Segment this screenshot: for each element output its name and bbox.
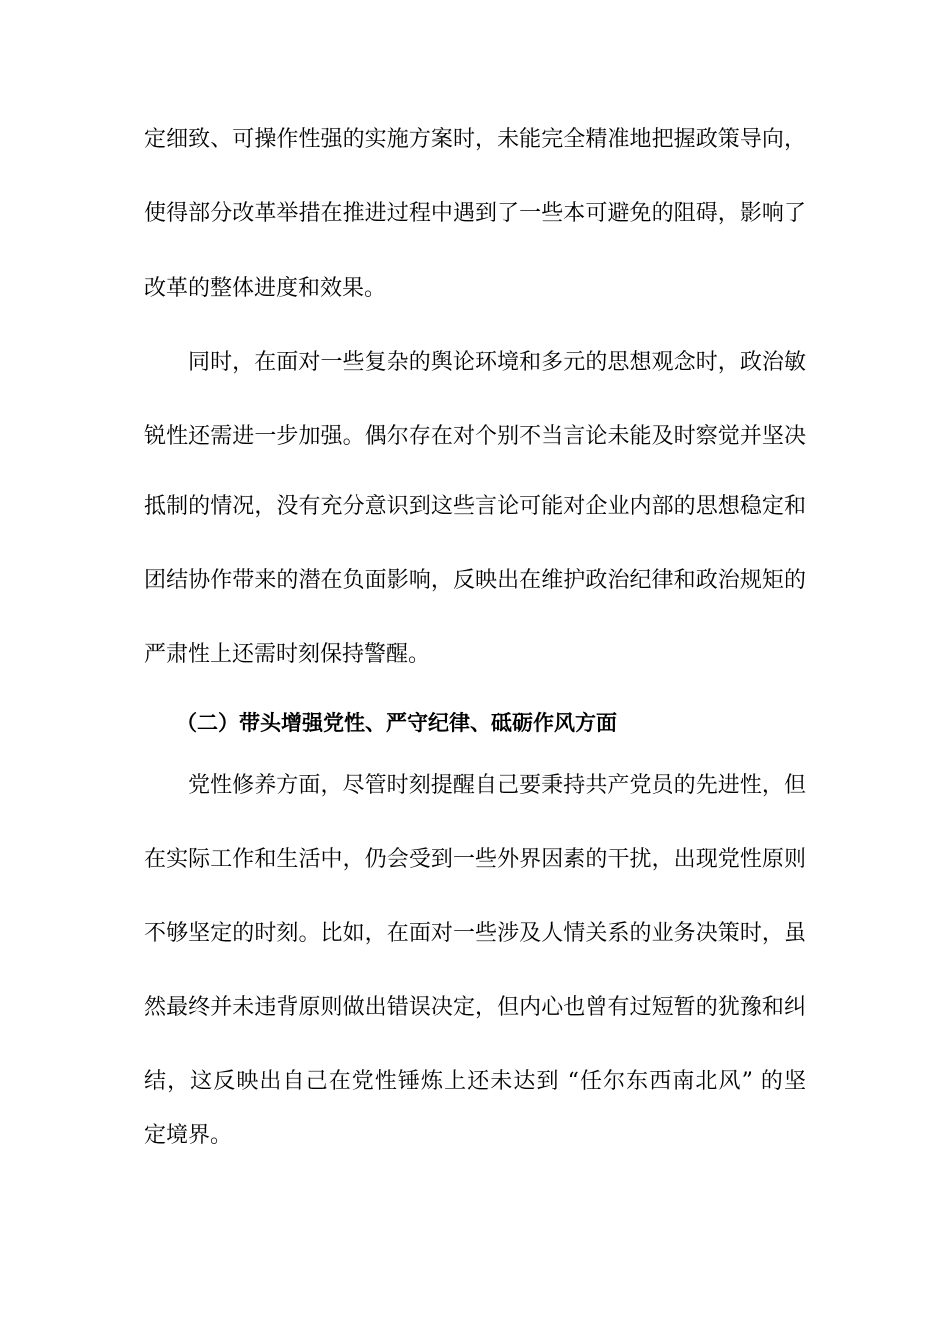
paragraph-line: 使得部分改革举措在推进过程中遇到了一些本可避免的阻碍，影响了: [144, 201, 806, 226]
paragraph-line: 定细致、可操作性强的实施方案时，未能完全精准地把握政策导向，: [144, 127, 806, 152]
paragraph-line: 结，这反映出自己在党性锤炼上还未达到 “任尔东西南北风” 的坚: [144, 1069, 806, 1094]
paragraph-line: 然最终并未违背原则做出错误决定，但内心也曾有过短暂的犹豫和纠: [144, 995, 806, 1020]
section-heading: （二）带头增强党性、严守纪律、砥砺作风方面: [176, 711, 617, 735]
paragraph-line: 锐性还需进一步加强。偶尔存在对个别不当言论未能及时察觉并坚决: [144, 424, 806, 449]
paragraph-line: 不够坚定的时刻。比如，在面对一些涉及人情关系的业务决策时，虽: [144, 921, 806, 946]
paragraph-line: 改革的整体进度和效果。: [144, 276, 387, 301]
paragraph-line: 严肃性上还需时刻保持警醒。: [144, 642, 431, 667]
paragraph-line: 同时，在面对一些复杂的舆论环境和多元的思想观念时，政治敏: [188, 350, 806, 375]
paragraph-line: 党性修养方面，尽管时刻提醒自己要秉持共产党员的先进性，但: [188, 773, 806, 798]
paragraph-line: 团结协作带来的潜在负面影响，反映出在维护政治纪律和政治规矩的: [144, 568, 806, 593]
paragraph-line: 抵制的情况，没有充分意识到这些言论可能对企业内部的思想稳定和: [144, 494, 806, 519]
paragraph-line: 定境界。: [144, 1123, 233, 1148]
paragraph-line: 在实际工作和生活中，仍会受到一些外界因素的干扰，出现党性原则: [144, 847, 806, 872]
